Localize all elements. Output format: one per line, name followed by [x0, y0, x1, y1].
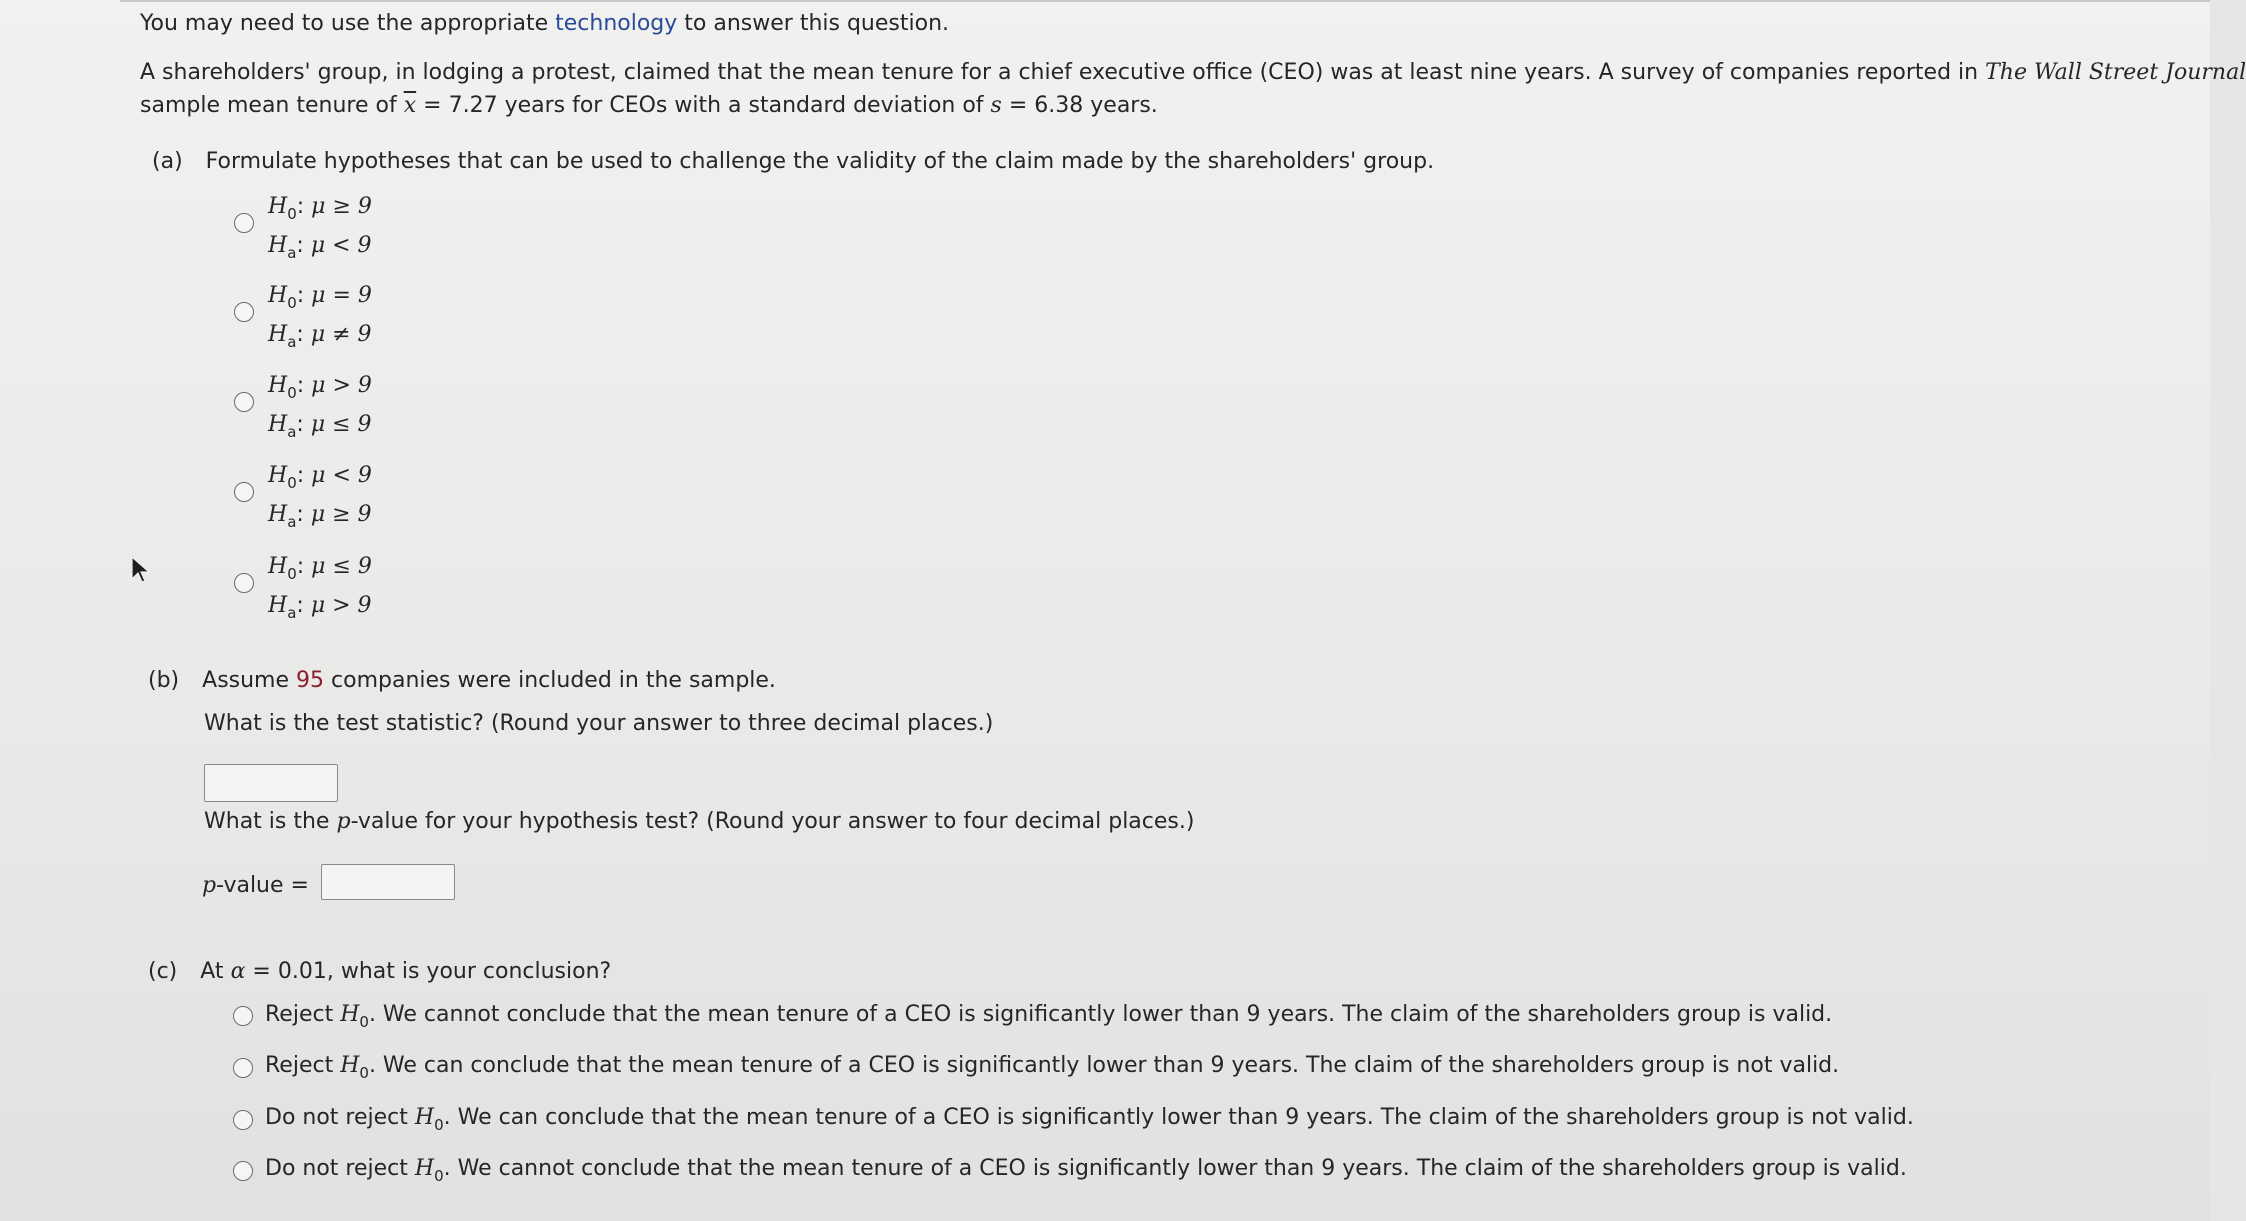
ha-line: $H_a$: μ ≥ 9 [268, 502, 372, 531]
pvalue-label [202, 872, 309, 900]
equals-sign: = [1008, 93, 1028, 118]
conclusion-text: . We cannot conclude that the mean tenure of a CEO is significantly lower than 9 years. The claim of the shareholders group is valid. [443, 1156, 1907, 1181]
problem-line-1 [140, 59, 2246, 87]
part-a-question [152, 148, 1434, 176]
conclusion-option-1[interactable]: Reject $H_0$. We cannot conclude that the mean tenure of a CEO is significantly lower than 9 years. The claim of the shareholders group is valid. [265, 1002, 1833, 1031]
intro-line [140, 10, 949, 38]
conclusion-radio-2[interactable] [233, 1058, 253, 1078]
equals-sign: = [423, 93, 442, 118]
ha-value: μ ≥ 9 [310, 502, 372, 527]
part-c-question [148, 958, 611, 986]
ha-line: $H_a$: μ < 9 [268, 233, 372, 262]
hypothesis-radio-3[interactable] [234, 392, 254, 412]
assume-prefix: Assume [202, 668, 290, 693]
part-c-label: (c) [148, 959, 178, 984]
part-a-text: Formulate hypotheses that can be used to challenge the validity of the claim made by the shareholders' group. [205, 149, 1435, 174]
sample-size: 95 [296, 668, 325, 693]
part-c-prefix: At [200, 959, 224, 984]
test-statistic-question [204, 710, 993, 738]
conclusion-lead: Do not reject [265, 1105, 408, 1130]
h0-value: μ ≥ 9 [311, 194, 372, 219]
part-b-assumption [148, 667, 776, 695]
ha-value: μ > 9 [310, 593, 372, 618]
h0-value: μ < 9 [311, 463, 372, 488]
p-italic: p [336, 809, 351, 834]
h0-line: $H_0$: μ = 9 [268, 283, 372, 312]
part-c-suffix: = 0.01, what is your conclusion? [252, 959, 612, 984]
hypothesis-option-4[interactable] [268, 457, 372, 535]
xbar-value: 7.27 [448, 93, 498, 118]
part-a-label: (a) [152, 149, 183, 174]
h0-value: μ > 9 [311, 373, 372, 398]
hypothesis-radio-5[interactable] [234, 573, 254, 593]
intro-prefix: You may need to use the appropriate [140, 11, 549, 36]
hypothesis-radio-2[interactable] [234, 302, 254, 322]
conclusion-lead: Do not reject [265, 1156, 408, 1181]
p-italic: p [202, 873, 217, 898]
conclusion-lead: Reject [265, 1002, 334, 1027]
s-symbol: s [990, 93, 1002, 118]
mouse-cursor-icon [130, 555, 152, 585]
part-b-label: (b) [148, 668, 180, 693]
problem-text-2b: years for CEOs with a standard deviation of [504, 93, 984, 118]
conclusion-radio-4[interactable] [233, 1161, 253, 1181]
ha-value: μ ≤ 9 [310, 412, 372, 437]
conclusion-text: . We cannot conclude that the mean tenure of a CEO is significantly lower than 9 years. The claim of the shareholders group is valid. [368, 1002, 1833, 1027]
conclusion-option-3[interactable]: Do not reject $H_0$. We can conclude that the mean tenure of a CEO is significantly lower than 9 years. The claim of the shareholders group is not valid. [265, 1105, 1914, 1134]
h0-value: μ ≤ 9 [311, 554, 372, 579]
ha-line: $H_a$: μ ≠ 9 [268, 322, 372, 351]
s-value: 6.38 [1034, 93, 1084, 118]
conclusion-option-4[interactable]: Do not reject $H_0$. We cannot conclude that the mean tenure of a CEO is significantly lower than 9 years. The claim of the shareholders group is valid. [265, 1156, 1907, 1185]
h0-line: $H_0$: μ < 9 [268, 463, 372, 492]
conclusion-text: . We can conclude that the mean tenure of a CEO is significantly lower than 9 years. The claim of the shareholders group is not valid. [368, 1053, 1840, 1078]
journal-name: The Wall Street Journal [1985, 60, 2246, 85]
ha-value: μ ≠ 9 [310, 322, 372, 347]
hypothesis-option-3[interactable] [268, 367, 372, 445]
alpha-symbol: α [230, 959, 246, 984]
conclusion-lead: Reject [265, 1053, 334, 1078]
h0-line: $H_0$: μ ≤ 9 [268, 554, 372, 583]
hypothesis-option-1[interactable] [268, 188, 372, 266]
pvalue-label-text: -value = [216, 873, 309, 898]
ha-value: μ < 9 [310, 233, 372, 258]
conclusion-radio-3[interactable] [233, 1110, 253, 1130]
conclusion-radio-1[interactable] [233, 1006, 253, 1026]
hypothesis-option-2[interactable] [268, 277, 372, 355]
h0-line: $H_0$: μ ≥ 9 [268, 194, 372, 223]
problem-line-2 [140, 92, 1158, 120]
xbar-symbol: $\overline{x}$ [403, 93, 417, 118]
ha-line: $H_a$: μ ≤ 9 [268, 412, 372, 441]
pvalue-q-prefix: What is the [204, 809, 330, 834]
conclusion-option-2[interactable]: Reject $H_0$. We can conclude that the mean tenure of a CEO is significantly lower than 9 years. The claim of the shareholders group is not valid. [265, 1053, 1840, 1082]
pvalue-q-suffix: -value for your hypothesis test? (Round your answer to four decimal places.) [350, 809, 1195, 834]
test-statistic-text: What is the test statistic? (Round your answer to three decimal places.) [204, 711, 994, 736]
pvalue-question [204, 808, 1194, 836]
hypothesis-radio-4[interactable] [234, 482, 254, 502]
problem-text-2c: years. [1090, 93, 1158, 118]
intro-suffix: to answer this question. [684, 11, 950, 36]
problem-text-2a: sample mean tenure of [140, 93, 397, 118]
assume-suffix: companies were included in the sample. [331, 668, 776, 693]
technology-link[interactable]: technology [555, 11, 678, 36]
hypothesis-radio-1[interactable] [234, 213, 254, 233]
ha-line: $H_a$: μ > 9 [268, 593, 372, 622]
hypothesis-option-5[interactable] [268, 548, 372, 626]
test-statistic-input[interactable] [204, 764, 338, 802]
pvalue-input[interactable] [321, 864, 455, 900]
h0-line: $H_0$: μ > 9 [268, 373, 372, 402]
conclusion-text: . We can conclude that the mean tenure of a CEO is significantly lower than 9 years. The claim of the shareholders group is not valid. [443, 1105, 1914, 1130]
problem-text-1: A shareholders' group, in lodging a protest, claimed that the mean tenure for a chief executive office (CEO) was at least nine years. A survey of companies reported in [140, 60, 1979, 85]
top-divider [120, 0, 2210, 2]
h0-value: μ = 9 [311, 283, 372, 308]
